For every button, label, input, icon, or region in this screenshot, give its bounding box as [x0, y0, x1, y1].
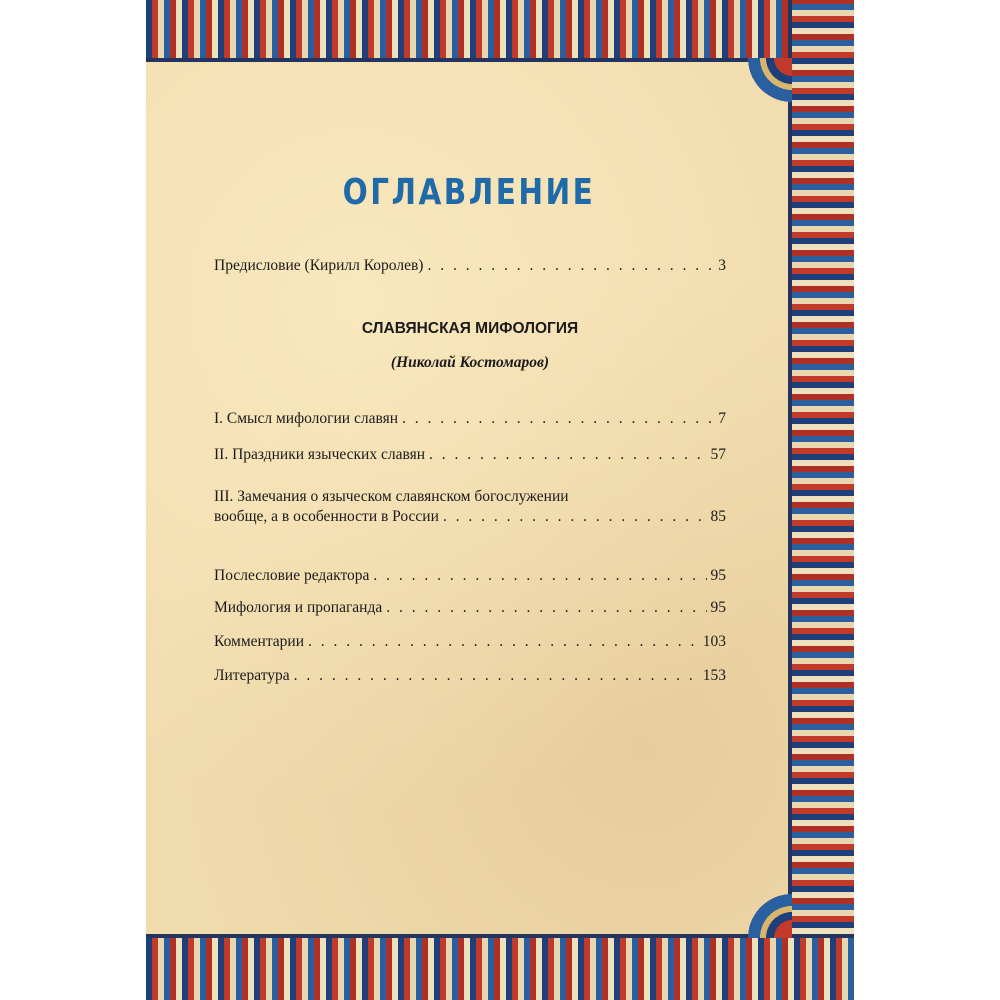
toc-entry-page: 85	[710, 508, 726, 525]
toc-leader-dots	[294, 666, 699, 686]
ornament-border-right	[788, 0, 854, 1000]
toc-leader-dots	[373, 566, 706, 586]
toc-leader-dots	[443, 507, 707, 527]
toc-entry-chapter-2[interactable]	[214, 445, 726, 465]
ornament-corner-top-right	[734, 58, 792, 116]
toc-leader-dots	[386, 598, 706, 618]
toc-entry-label: Послесловие редактора	[214, 567, 370, 584]
toc-entry-comments[interactable]	[214, 632, 726, 652]
toc-entry-chapter-1[interactable]	[214, 409, 726, 429]
toc-entry-preface[interactable]	[214, 256, 726, 276]
toc-entry-page: 103	[702, 633, 726, 650]
toc-leader-dots	[429, 445, 706, 465]
ornament-corner-bottom-right	[734, 880, 792, 938]
toc-leader-dots	[427, 256, 714, 276]
toc-entry-chapter-3[interactable]	[214, 507, 726, 527]
toc-entry-label: Литература	[214, 667, 290, 684]
toc-entry-page: 95	[710, 599, 726, 616]
toc-leader-dots	[402, 409, 714, 429]
toc-entry-literature[interactable]	[214, 666, 726, 686]
toc-entry-chapter-3-line-1[interactable]: III. Замечания о языческом славянском богослужении	[214, 488, 569, 505]
toc-entry-afterword[interactable]	[214, 566, 726, 586]
section-author: (Николай Костомаров)	[390, 354, 550, 371]
toc-entry-page: 95	[710, 567, 726, 584]
toc-entry-label: вообще, а в особенности в России	[214, 508, 439, 525]
toc-entry-label: Комментарии	[214, 633, 304, 650]
ornament-border-bottom	[146, 934, 854, 1000]
toc-entry-label: Мифология и пропаганда	[214, 599, 383, 616]
page-title: ОГЛАВЛЕНИЕ	[342, 172, 596, 213]
toc-entry-mythology-propaganda[interactable]	[214, 598, 726, 618]
toc-entry-page: 7	[718, 410, 726, 427]
section-heading: СЛАВЯНСКАЯ МИФОЛОГИЯ	[361, 320, 579, 337]
toc-entry-label: Предисловие (Кирилл Королев)	[214, 257, 424, 274]
toc-entry-page: 153	[702, 667, 726, 684]
toc-leader-dots	[308, 632, 699, 652]
toc-entry-page: 3	[718, 257, 726, 274]
book-page	[146, 0, 854, 1000]
toc-entry-label: I. Смысл мифологии славян	[214, 410, 398, 427]
toc-entry-page: 57	[710, 446, 726, 463]
toc-entry-label: II. Праздники языческих славян	[214, 446, 426, 463]
ornament-border-top	[146, 0, 854, 62]
